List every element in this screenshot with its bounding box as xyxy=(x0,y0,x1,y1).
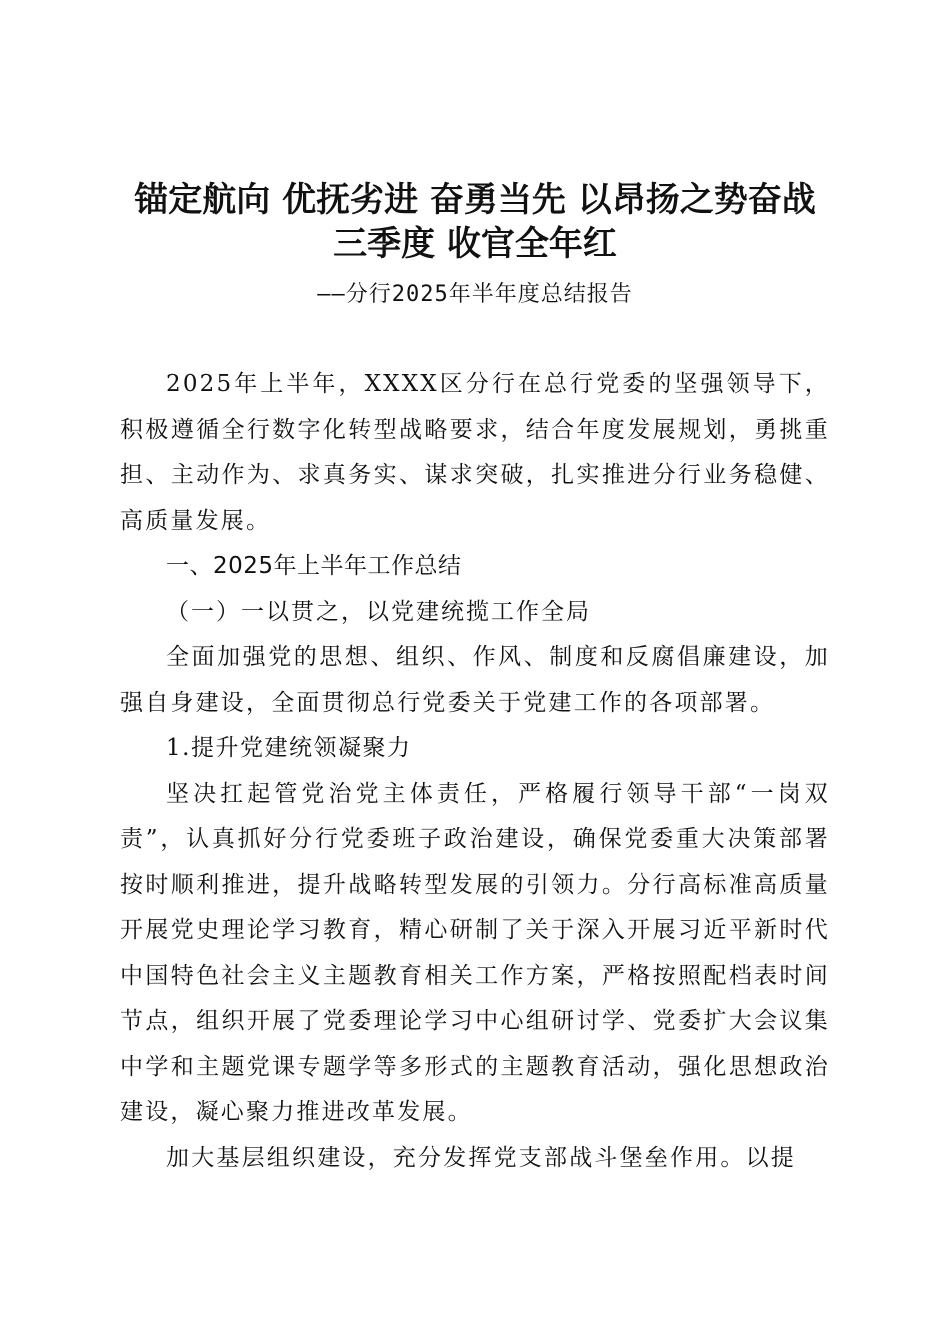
document-title-line-2: 三季度 收官全年红 xyxy=(333,224,617,264)
subsection-heading: （一）一以贯之，以党建统揽工作全局 xyxy=(166,598,591,625)
item-heading: 1.提升党建统领凝聚力 xyxy=(166,735,412,761)
intro-paragraph: 2025年上半年，XXXX区分行在总行党委的坚强领导下，积极遵循全行数字化转型战略要求，结合年度发展规划，勇挑重担、主动作为、求真务实、谋求突破，扎实推进分行业务稳健、高质量发展。 xyxy=(120,371,830,534)
item-paragraph-1: 坚决扛起管党治党主体责任，严格履行领导干部“一岗双责”，认真抓好分行党委班子政治建设，确保党委重大决策部署按时顺利推进，提升战略转型发展的引领力。分行高标准高质量开展党史理论学习教育，精心研制了关于深入开展习近平新时代中国特色社会主义主题教育相关工作方案，严格按照配档表时间节点，组织开展了党委理论学习中心组研讨学、党委扩大会议集中学和主题党课专题学等多形式的主题教育活动，强化思想政治建设，凝心聚力推进改革发展。 xyxy=(120,780,830,1125)
section-heading: 一、2025年上半年工作总结 xyxy=(166,553,462,579)
subsection-paragraph: 全面加强党的思想、组织、作风、制度和反腐倡廉建设，加强自身建设，全面贯彻总行党委关于党建工作的各项部署。 xyxy=(120,644,830,716)
document-subtitle: ——分行2025年半年度总结报告 xyxy=(317,282,633,307)
item-paragraph-2: 加大基层组织建设，充分发挥党支部战斗堡垒作用。以提 xyxy=(166,1144,796,1171)
document-body xyxy=(120,362,830,1181)
document-title-line-1: 锚定航向 优抚劣进 奋勇当先 以昂扬之势奋战 xyxy=(134,180,816,220)
